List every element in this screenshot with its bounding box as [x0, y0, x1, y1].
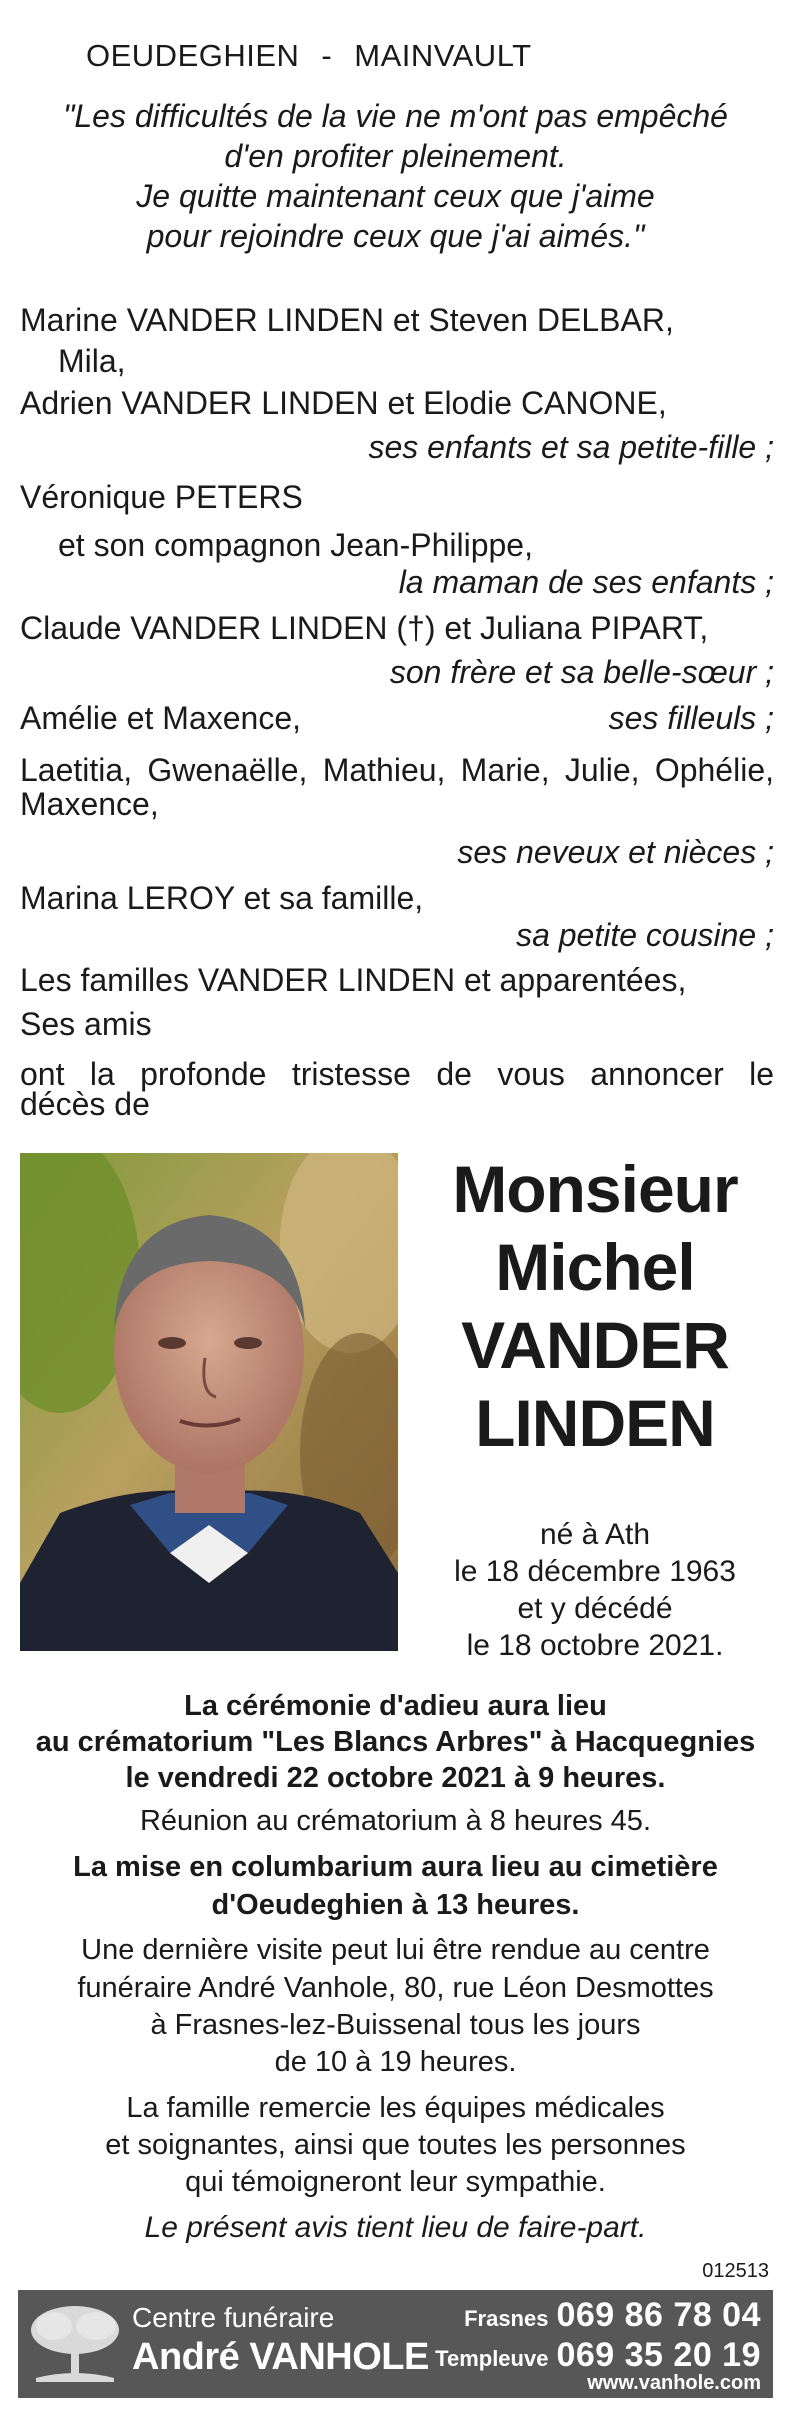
- thanks-line: La famille remercie les équipes médicales: [126, 2092, 665, 2124]
- quote-line: pour rejoindre ceux que j'ai aimés.": [146, 218, 645, 254]
- family-line: Amélie et Maxence,: [20, 700, 302, 736]
- deceased-last-name: LINDEN: [475, 1386, 715, 1460]
- ceremony-line: La cérémonie d'adieu aura lieu: [184, 1690, 607, 1722]
- visit-line: funéraire André Vanhole, 80, rue Léon Desmottes: [77, 1972, 714, 2004]
- family-line: Adrien VANDER LINDEN et Elodie CANONE,: [20, 385, 667, 421]
- website-link[interactable]: www.vanhole.com: [587, 2372, 761, 2394]
- tree-icon: [26, 2298, 124, 2386]
- phone-number[interactable]: 069 35 20 19: [556, 2336, 761, 2374]
- ceremony-line: le vendredi 22 octobre 2021 à 9 heures.: [125, 1762, 666, 1794]
- ceremony-line: Réunion au crématorium à 8 heures 45.: [139, 1805, 651, 1837]
- family-relation: ses neveux et nièces ;: [457, 834, 774, 870]
- visit-line: Une dernière visite peut lui être rendue au centre: [81, 1934, 710, 1966]
- funeral-home-name: André VANHOLE: [132, 2336, 429, 2378]
- deceased-dates: [420, 1516, 770, 1664]
- family-line: Mila,: [58, 343, 126, 379]
- family-relation: la maman de ses enfants ;: [398, 564, 774, 600]
- quote-line: d'en profiter pleinement.: [224, 138, 567, 174]
- family-line: ont la profonde tristesse de vous annoncer le: [20, 1056, 774, 1092]
- location-right: MAINVAULT: [354, 38, 532, 73]
- deceased-name: [420, 1150, 770, 1462]
- visit-line: de 10 à 19 heures.: [274, 2046, 517, 2078]
- location-separator: -: [321, 38, 333, 73]
- portrait-illustration: [20, 1153, 398, 1651]
- deceased-last-name: VANDER: [461, 1308, 729, 1382]
- locations-header: [86, 38, 532, 74]
- family-line: décès de: [20, 1086, 150, 1122]
- family-relation: ses enfants et sa petite-fille ;: [368, 429, 774, 465]
- ceremony-line: d'Oeudeghien à 13 heures.: [211, 1889, 580, 1921]
- quote-line: "Les difficultés de la vie ne m'ont pas empêché: [63, 98, 728, 134]
- death-date: le 18 octobre 2021.: [466, 1629, 724, 1662]
- family-line: et son compagnon Jean-Philippe,: [58, 527, 533, 563]
- birth-place: né à Ath: [539, 1518, 651, 1551]
- family-line: Laetitia, Gwenaëlle, Mathieu, Marie, Julie, Ophélie,: [20, 752, 774, 788]
- quote-line: Je quitte maintenant ceux que j'aime: [136, 178, 655, 214]
- family-line: Marine VANDER LINDEN et Steven DELBAR,: [20, 302, 674, 338]
- thanks-line: qui témoigneront leur sympathie.: [185, 2166, 606, 2198]
- phone-town: Frasnes: [464, 2306, 549, 2331]
- phone-town: Templeuve: [435, 2346, 549, 2371]
- closing-line: Le présent avis tient lieu de faire-part.: [144, 2211, 647, 2244]
- birth-date: le 18 décembre 1963: [454, 1555, 736, 1588]
- deceased-title: Monsieur: [452, 1152, 738, 1226]
- family-line: Maxence,: [20, 786, 159, 822]
- family-relation: ses filleuls ;: [608, 700, 774, 736]
- funeral-home-banner: [18, 2290, 773, 2398]
- epitaph-quote: [40, 96, 751, 256]
- thanks-line: et soignantes, ainsi que toutes les personnes: [105, 2129, 686, 2161]
- family-relation: son frère et sa belle-sœur ;: [389, 654, 774, 690]
- family-line: Les familles VANDER LINDEN et apparentées,: [20, 962, 687, 998]
- family-line: Ses amis: [20, 1006, 152, 1042]
- location-left: OEUDEGHIEN: [86, 38, 300, 73]
- family-line: Marina LEROY et sa famille,: [20, 880, 424, 916]
- phone-row-frasnes: [464, 2296, 761, 2335]
- ceremony-line: au crématorium "Les Blancs Arbres" à Hacquegnies: [35, 1726, 756, 1758]
- death-place: et y décédé: [517, 1592, 673, 1625]
- deceased-first-name: Michel: [495, 1230, 695, 1304]
- funeral-home-label: Centre funéraire: [132, 2302, 335, 2333]
- phone-row-templeuve: [435, 2336, 761, 2375]
- reference-number: 012513: [702, 2260, 769, 2282]
- ceremony-line: La mise en columbarium aura lieu au cimetière: [73, 1851, 718, 1883]
- family-relation: sa petite cousine ;: [516, 917, 774, 953]
- family-line: Véronique PETERS: [20, 479, 303, 515]
- phone-number[interactable]: 069 86 78 04: [556, 2296, 761, 2334]
- portrait-photo: [20, 1153, 398, 1651]
- visit-line: à Frasnes-lez-Buissenal tous les jours: [150, 2009, 641, 2041]
- family-line: Claude VANDER LINDEN (†) et Juliana PIPART,: [20, 610, 709, 646]
